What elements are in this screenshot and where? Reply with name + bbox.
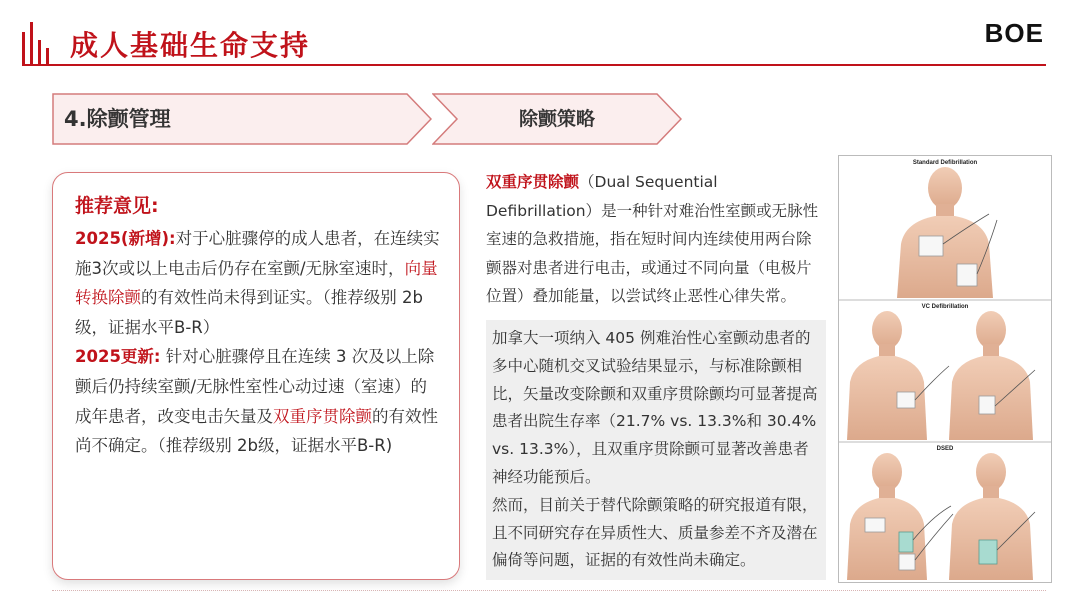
pad-icon [979, 396, 995, 414]
recommendation-card [52, 172, 460, 580]
defibrillation-pad-placement-figure [838, 155, 1052, 583]
pad-icon [957, 264, 977, 286]
evidence-trial-result: 加拿大一项纳入 405 例难治性心室颤动患者的多中心随机交叉试验结果显示，与标准除颤相比，矢量改变除颤和双重序贯除颤均可显著提高患者出院生存率（21.7% vs. 13.3%和 30.4% vs. 13.3%），且双重序贯除颤可显著改善患者神经功能预后。 [492, 329, 818, 486]
recommendation-text: 对于心脏骤停的成人患者，在连续实施3次或以上电击后仍存在室颤/无脉室速时， [75, 229, 440, 278]
evidence-box [486, 320, 826, 580]
brand-logo: BOE [984, 18, 1044, 48]
highlight-dual-sequential: 双重序贯除颤 [273, 406, 372, 426]
title-divider [22, 64, 1046, 66]
dsd-definition: 是一种针对难治性室颤或无脉性室速的急救措施，指在短时间内连续使用两台除颤器对患者进行电击，或通过不同向量（电极片位置）叠加能量，以尝试终止恶性心律失常。 [486, 201, 819, 306]
recommendation-text: 的有效性尚未得到证实。（推荐级别 2b级，证据水平B-R） [75, 288, 423, 337]
panel-label: Standard Defibrillation [912, 160, 978, 166]
recommendation-text: 针对心脏骤停且在连续 3 次及以上除颤后仍持续室颤/无脉性室性心动过速（室速）的成年患者，改变电击矢量及 [75, 347, 435, 426]
dsd-term: 双重序贯除颤 [486, 173, 580, 191]
step-label: 除颤策略 [518, 108, 595, 130]
step-label: 4.除颤管理 [64, 107, 171, 131]
pad-icon [899, 532, 913, 552]
panel-vc-defibrillation [847, 304, 1035, 440]
dsd-english-name: （Dual Sequential Defibrillation） [486, 173, 718, 220]
panel-label: VC Defibrillation [921, 304, 969, 310]
recommendation-heading: 推荐意见: [75, 195, 159, 217]
back-torso-illustration [949, 311, 1033, 440]
panel-dsed [847, 446, 1035, 580]
front-torso-illustration [897, 167, 993, 298]
pad-icon [899, 554, 915, 570]
recommendation-2025-new [75, 224, 441, 342]
evidence-limitations: 然而，目前关于替代除颤策略的研究报道有限，且不同研究存在异质性大、质量参差不齐及潜在偏倚等问题，证据的有效性尚未确定。 [492, 495, 818, 570]
pad-icon [897, 392, 915, 408]
recommendation-2025-update [75, 342, 441, 460]
pad-icon [979, 540, 997, 564]
step-chevron-defibrillation-strategy [432, 93, 682, 145]
red-bars-logo-icon [22, 18, 50, 66]
front-torso-illustration [847, 311, 927, 440]
tag-2025-new: 2025(新增): [75, 229, 176, 248]
page-title: 成人基础生命支持 [70, 29, 311, 62]
pad-icon [865, 518, 885, 532]
panel-label: DSED [936, 446, 954, 452]
tag-2025-update: 2025更新: [75, 347, 161, 367]
step-chevron-defibrillation-management [52, 93, 432, 145]
panel-standard-defibrillation [897, 160, 997, 298]
recommendation-text: 的有效性尚不确定。（推荐级别 2b级，证据水平B-R) [75, 406, 438, 456]
pad-icon [919, 236, 943, 256]
footer-divider [52, 590, 1046, 591]
highlight-vector-change: 向量转换除颤 [75, 258, 438, 308]
dsd-description [486, 168, 826, 311]
